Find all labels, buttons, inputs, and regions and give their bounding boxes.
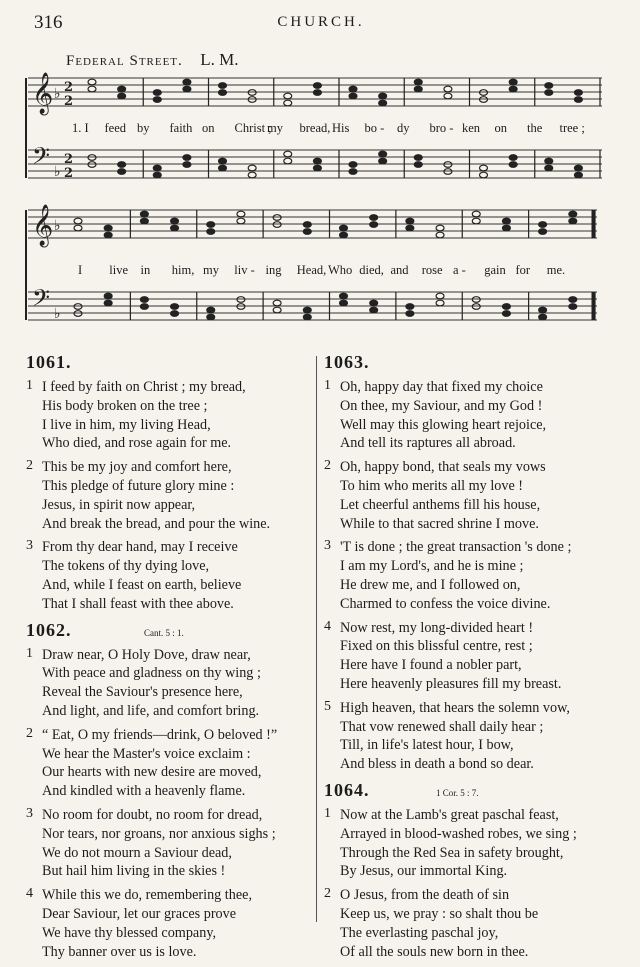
lyric-syllable: in [140,263,151,277]
note-head [171,225,179,231]
note-head [509,79,517,85]
hymn-number: 1063. [324,352,370,372]
flat-icon: ♭ [54,218,61,234]
lyric-syllable: him, [171,263,195,277]
note-head [219,158,227,164]
lyric-syllable: a - [453,263,466,277]
hymn-1061 [26,352,308,614]
hymn-number: 1062. [26,619,72,640]
note-head [444,93,452,99]
verse-line: 'T is done ; the great transaction 's done ; [340,539,572,556]
verse-line: Through the Red Sea in safety brought, [340,844,564,861]
note-head [539,314,547,320]
verse-line: Charmed to confess the voice divine. [340,595,551,612]
verse-line: Oh, happy day that fixed my choice [340,379,543,395]
verse-line: He drew me, and I followed on, [340,576,521,593]
note-head [219,165,227,171]
verse-line: From thy dear hand, may I receive [42,539,238,556]
note-head [379,158,387,164]
note-head [502,304,510,310]
note-head [509,155,517,161]
note-head [140,211,148,217]
stanza [324,886,630,961]
verse-line: And light, and life, and comfort bring. [42,702,260,719]
note-head [406,311,414,317]
note-head [370,300,378,306]
verse-line: Till, in life's latest hour, I bow, [340,737,514,754]
lyric-syllable: bo - [364,121,385,135]
lyric-syllable: Head, [296,263,327,277]
verse-line: On thee, my Saviour, and my God ! [340,397,543,414]
note-head [153,90,161,96]
tune-name: Federal Street. [66,53,183,69]
verse-line: Here have I found a nobler part, [340,657,522,674]
stanza [26,806,308,881]
stanza [324,619,630,694]
hymn-number: 1061. [26,352,72,372]
note-head [284,93,292,99]
lyric-syllable: on [494,121,507,135]
stanza [324,458,630,533]
note-head [104,300,112,306]
stanza [26,726,308,801]
note-head [104,232,112,238]
note-head [349,93,357,99]
note-head [444,86,452,92]
note-head [313,83,321,89]
lyric-syllable: His [332,121,350,135]
verse-line: Oh, happy bond, that seals my vows [340,459,546,476]
note-head [574,97,582,103]
time-signature-top: 2 [64,152,74,167]
note-head [414,86,422,92]
page-number: 316 [34,12,63,33]
lyric-syllable: faith [169,121,193,135]
verse-line: Fixed on this blissful centre, rest ; [340,638,533,655]
note-head [379,93,387,99]
note-head [207,229,215,235]
stanza [26,538,308,613]
lyric-syllable: feed [104,121,127,135]
time-signature-bottom: 2 [64,94,74,109]
stanza-number: 4 [26,886,33,902]
stanza [324,538,630,613]
lyric-syllable: dy [397,121,410,135]
note-head [340,300,348,306]
verse-line: And kindled with a heavenly flame. [42,783,246,800]
note-head [569,218,577,224]
verse-line: Dear Saviour, let our graces prove [42,905,237,922]
verse-line: O Jesus, from the death of sin [340,887,510,904]
note-head [284,158,292,164]
note-head [207,314,215,320]
treble-clef-icon: 𝄞 [32,73,54,114]
lyric-syllable: ing [265,263,282,277]
lyric-syllable: I [78,263,83,277]
stanza-number: 3 [26,805,33,821]
note-head [436,232,444,238]
note-head [183,79,191,85]
note-head [436,225,444,231]
note-head [480,165,488,171]
flat-icon: ♭ [54,306,61,322]
verse-line: To him who merits all my love ! [340,477,524,494]
verse-line: “ Eat, O my friends—drink, O beloved !” [42,726,278,743]
scripture-reference: Cant. 5 : 1. [144,627,184,638]
note-head [313,158,321,164]
note-head [313,90,321,96]
note-head [303,222,311,228]
note-head [370,215,378,221]
note-head [104,225,112,231]
note-head [349,162,357,168]
verse-line: His body broken on the tree ; [42,397,208,414]
note-head [569,297,577,303]
stanza-number: 3 [324,538,331,554]
verse-line: With peace and gladness on thy wing ; [42,665,261,682]
note-head [539,307,547,313]
note-head [207,222,215,228]
note-head [349,86,357,92]
note-head [303,229,311,235]
note-head [118,169,126,175]
note-head [436,300,444,306]
lyric-syllable: rose [421,263,443,277]
note-head [153,97,161,103]
lyric-syllable: my [267,121,283,135]
note-head [414,79,422,85]
lyric-syllable: on [202,121,215,135]
note-head [273,300,281,306]
column-right [324,352,630,967]
note-head [502,218,510,224]
note-head [88,86,96,92]
time-signature-bottom: 2 [64,166,74,181]
note-head [118,86,126,92]
note-head [436,293,444,299]
note-head [171,304,179,310]
verse-line: I feed by faith on Christ ; my bread, [42,379,246,395]
tune-meter: L. M. [200,50,239,69]
note-head [539,229,547,235]
note-head [207,307,215,313]
verse-line: Now rest, my long-divided heart ! [340,619,534,636]
stanza-number: 2 [26,725,33,741]
verse-line: Nor tears, nor groans, nor anxious sighs ; [42,825,276,842]
bass-clef-icon: 𝄢 [32,142,51,175]
note-head [509,86,517,92]
note-head [349,169,357,175]
note-head [379,100,387,106]
note-head [153,165,161,171]
verse-line: Well may this glowing heart rejoice, [340,416,547,433]
note-head [574,90,582,96]
note-head [88,79,96,85]
verse-line: Now at the Lamb's great paschal feast, [340,806,559,823]
note-head [406,218,414,224]
verse-line: Here heavenly pleasures fill my breast. [340,675,562,692]
verse-line: And tell its raptures all abroad. [340,435,516,452]
hymn-1064 [324,780,630,961]
stanza [26,378,308,453]
verse-line: Of all the souls new born in thee. [340,943,529,960]
note-head [140,218,148,224]
lyric-syllable: ken [462,121,481,135]
note-head [237,218,245,224]
note-head [406,304,414,310]
verse-line: We have thy blessed company, [42,924,217,941]
verse-line: While this we do, remembering thee, [42,887,252,904]
music-score [22,64,612,344]
verse-line: Reveal the Saviour's presence here, [42,684,243,701]
note-head [502,311,510,317]
note-head [569,304,577,310]
lyric-syllable: gain [484,263,506,277]
note-head [370,307,378,313]
note-head [118,93,126,99]
note-head [74,218,82,224]
verse-line: The everlasting paschal joy, [340,924,499,941]
stanza [26,646,308,721]
stanza-number: 1 [324,378,331,393]
verse-line: I live in him, my living Head, [42,416,211,433]
lyric-syllable: bread, [299,121,331,135]
stanza [324,806,630,881]
lyric-syllable: me. [546,263,566,277]
lyric-syllable: died, [359,263,384,277]
stanza [26,886,308,961]
note-head [237,211,245,217]
note-head [183,86,191,92]
stanza-number: 3 [26,538,33,554]
column-divider [316,356,317,922]
verse-line: Keep us, we pray : so shalt thou be [340,905,539,922]
note-head [539,222,547,228]
note-head [140,297,148,303]
lyric-syllable: liv - [234,263,255,277]
verse-line: That vow renewed shall daily hear ; [340,718,544,735]
verse-line: I am my Lord's, and he is mine ; [340,558,524,575]
note-head [153,172,161,178]
note-head [303,314,311,320]
verse-line: And break the bread, and pour the wine. [42,515,271,532]
stanza [324,378,630,453]
note-head [284,151,292,157]
flat-icon: ♭ [54,86,61,102]
note-head [379,151,387,157]
note-head [480,172,488,178]
bass-clef-icon: 𝄢 [32,284,51,317]
note-head [340,293,348,299]
lyric-syllable: the [527,121,543,135]
stanza-number: 1 [26,645,33,661]
verse-line: Arrayed in blood-washed robes, we sing ; [340,825,577,842]
verse-line: Jesus, in spirit now appear, [42,496,196,513]
note-head [545,90,553,96]
hymn-number: 1064. [324,779,370,800]
note-head [574,172,582,178]
verse-line: High heaven, that hears the solemn vow, [340,699,570,716]
note-head [248,172,256,178]
note-head [171,311,179,317]
stanza-number: 4 [324,618,331,634]
stanza-number: 1 [324,805,331,821]
verse-line: And bless in death a bond so dear. [340,756,534,773]
verse-line: This pledge of future glory mine : [42,477,235,494]
verse-line: Thy banner over us is love. [42,943,197,960]
stanza-number: 2 [26,458,33,474]
page-header [34,12,608,36]
stanza [324,699,630,774]
note-head [74,225,82,231]
flat-icon: ♭ [54,164,61,180]
hymn-1063 [324,352,630,774]
lyric-syllable: by [137,121,150,135]
note-head [183,155,191,161]
lyric-syllable: bro - [429,121,454,135]
note-head [118,162,126,168]
note-head [569,211,577,217]
verse-line: The tokens of thy dying love, [42,558,210,575]
column-left [26,352,308,967]
lyric-syllable: live [109,263,128,277]
verse-line: This be my joy and comfort here, [42,459,232,476]
note-head [509,162,517,168]
stanza-number: 5 [324,698,331,714]
time-signature-top: 2 [64,80,74,95]
note-head [472,211,480,217]
note-head [273,307,281,313]
note-head [219,83,227,89]
verse-line: No room for doubt, no room for dread, [42,806,263,823]
running-head: CHURCH. [277,14,365,30]
lyric-syllable: and [390,263,409,277]
verse-line: We do not mourn a Saviour dead, [42,844,232,861]
lyric-syllable: 1. I [72,121,89,135]
verse-line: That I shall feast with thee above. [42,595,234,612]
note-head [545,83,553,89]
note-head [472,218,480,224]
verse-line: But hail him living in the skies ! [42,863,226,880]
verse-line: While to that sacred shrine I move. [340,515,539,532]
note-head [502,225,510,231]
note-head [303,307,311,313]
verse-line: We hear the Master's voice exclaim : [42,745,251,762]
note-head [545,158,553,164]
lyric-syllable: tree ; [559,121,585,135]
verse-line: Our hearts with new desire are moved, [42,764,262,781]
treble-clef-icon: 𝄞 [32,205,54,246]
stanza-number: 2 [324,886,331,902]
note-head [545,165,553,171]
note-head [140,304,148,310]
stanza-number: 2 [324,458,331,474]
note-head [183,162,191,168]
lyric-syllable: Christ ; [234,121,272,135]
lyric-syllable: for [515,263,531,277]
lyric-syllable: my [203,263,219,277]
note-head [340,225,348,231]
verse-line: Who died, and rose again for me. [42,435,232,452]
note-head [104,293,112,299]
scripture-reference: 1 Cor. 5 : 7. [436,787,479,798]
note-head [414,155,422,161]
note-head [171,218,179,224]
note-head [313,165,321,171]
note-head [248,165,256,171]
note-head [219,90,227,96]
verse-line: By Jesus, our immortal King. [340,863,508,880]
verse-line: And, while I feast on earth, believe [42,576,242,593]
lyric-syllable: Who [328,263,353,277]
verse-line: Let cheerful anthems fill his house, [340,496,541,513]
note-head [574,165,582,171]
note-head [406,225,414,231]
note-head [370,222,378,228]
stanza [26,458,308,533]
note-head [284,100,292,106]
note-head [340,232,348,238]
hymn-1062 [26,620,308,962]
note-head [414,162,422,168]
stanza-number: 1 [26,378,33,393]
verse-line: Draw near, O Holy Dove, draw near, [42,646,251,663]
